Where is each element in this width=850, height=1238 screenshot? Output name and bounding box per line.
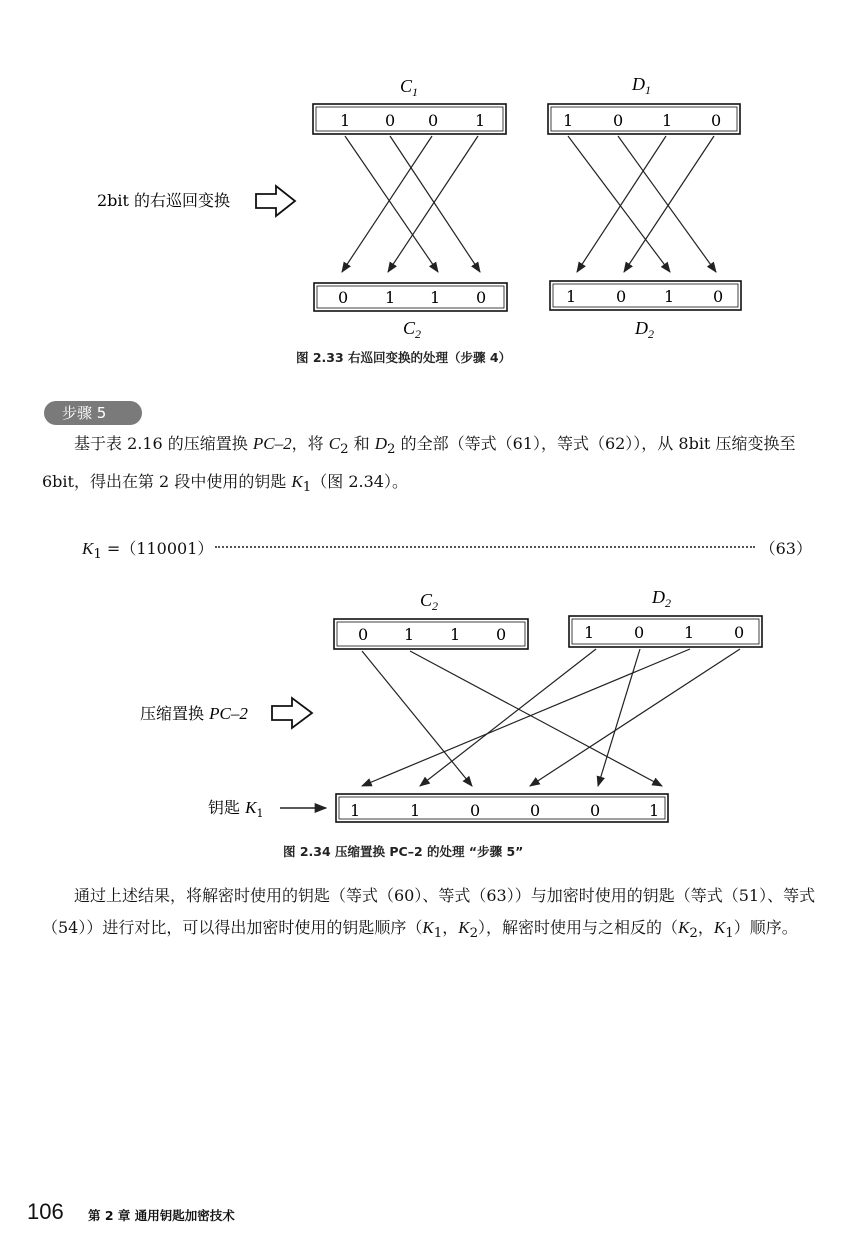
- pc2-label: 压缩置换 PC–2: [140, 704, 248, 723]
- d2-bit: 1: [664, 287, 675, 306]
- d2-bit: 1: [684, 623, 695, 642]
- page-number: 106: [27, 1199, 64, 1224]
- k1-bit: 0: [470, 801, 481, 820]
- d2-bit: 0: [713, 287, 724, 306]
- pc2-arrows: [362, 649, 740, 786]
- d2-bit: 0: [616, 287, 627, 306]
- k1-bit: 0: [530, 801, 541, 820]
- equation-63: $K_1 =(110001)$ （63）: [82, 536, 812, 560]
- key-k1-label: 钥匙 $K_1$: [208, 798, 264, 820]
- leader-dots: [215, 546, 755, 548]
- d2-bit: 0: [734, 623, 745, 642]
- rotation-label: 2bit 的右巡回变换: [97, 191, 231, 210]
- step-5-badge: 步骤 5: [44, 401, 142, 425]
- d1-label: $D_1$: [632, 74, 651, 97]
- k1-bit: 1: [649, 801, 660, 820]
- d2-box: [569, 616, 762, 647]
- d-rotation-arrows: [568, 136, 716, 272]
- hollow-arrow-icon: [272, 698, 312, 728]
- d2-bit: 1: [566, 287, 577, 306]
- c1-bit: 1: [475, 111, 486, 130]
- d1-bit: 0: [711, 111, 722, 130]
- step-5-paragraph: 基于表 2.16 的压缩置换 PC–2，将 $C_2$ 和 $D_2$ 的全部（等式（61），等式（62）），从 8bit 压缩变换至 6bit，得出在第 2 段中使用的钥匙 $K_1$（图 2.34）。: [42, 434, 796, 496]
- c1-label: $C_1$: [400, 76, 419, 99]
- figure-2-34-caption: 图 2.34 压缩置换 PC–2 的处理 “步骤 5”: [283, 844, 524, 859]
- equation-number: （63）: [759, 539, 812, 558]
- k1-box: [336, 794, 668, 822]
- c2-bit: 0: [476, 288, 487, 307]
- c2-label: $C_2$: [420, 590, 439, 613]
- c2-box: [334, 619, 528, 649]
- c1-bit: 0: [428, 111, 439, 130]
- c2-bit: 1: [450, 625, 461, 644]
- figure-2-33: [0, 0, 850, 380]
- c2-bit: 0: [358, 625, 369, 644]
- chapter-title: 第 2 章 通用钥匙加密技术: [88, 1208, 235, 1223]
- k1-bit: 0: [590, 801, 601, 820]
- k1-bit: 1: [410, 801, 421, 820]
- c2-bit: 0: [338, 288, 349, 307]
- c2-bit: 0: [496, 625, 507, 644]
- c1-bit: 1: [340, 111, 351, 130]
- c2-bit: 1: [430, 288, 441, 307]
- d1-bit: 1: [662, 111, 673, 130]
- c1-bit: 0: [385, 111, 396, 130]
- d2-bit: 1: [584, 623, 595, 642]
- closing-paragraph: 通过上述结果，将解密时使用的钥匙（等式（60）、等式（63））与加密时使用的钥匙（等式（51）、等式（54））进行对比，可以得出加密时使用的钥匙顺序（$K_1$，$K_2$），解密时使用与之相反的（$K_2$，$K_1$）顺序。: [42, 886, 816, 942]
- d1-bit: 1: [563, 111, 574, 130]
- c2-bit: 1: [385, 288, 396, 307]
- hollow-arrow-icon: [256, 186, 295, 216]
- c-rotation-arrows: [342, 136, 480, 272]
- c2-bit: 1: [404, 625, 415, 644]
- d1-bit: 0: [613, 111, 624, 130]
- figure-2-33-caption: 图 2.33 右巡回变换的处理（步骤 4）: [296, 350, 512, 365]
- d2-label: $D_2$: [635, 318, 654, 341]
- k1-bit: 1: [350, 801, 361, 820]
- d2-bit: 0: [634, 623, 645, 642]
- d2-label: $D_2$: [652, 587, 671, 610]
- c2-label: $C_2$: [403, 318, 422, 341]
